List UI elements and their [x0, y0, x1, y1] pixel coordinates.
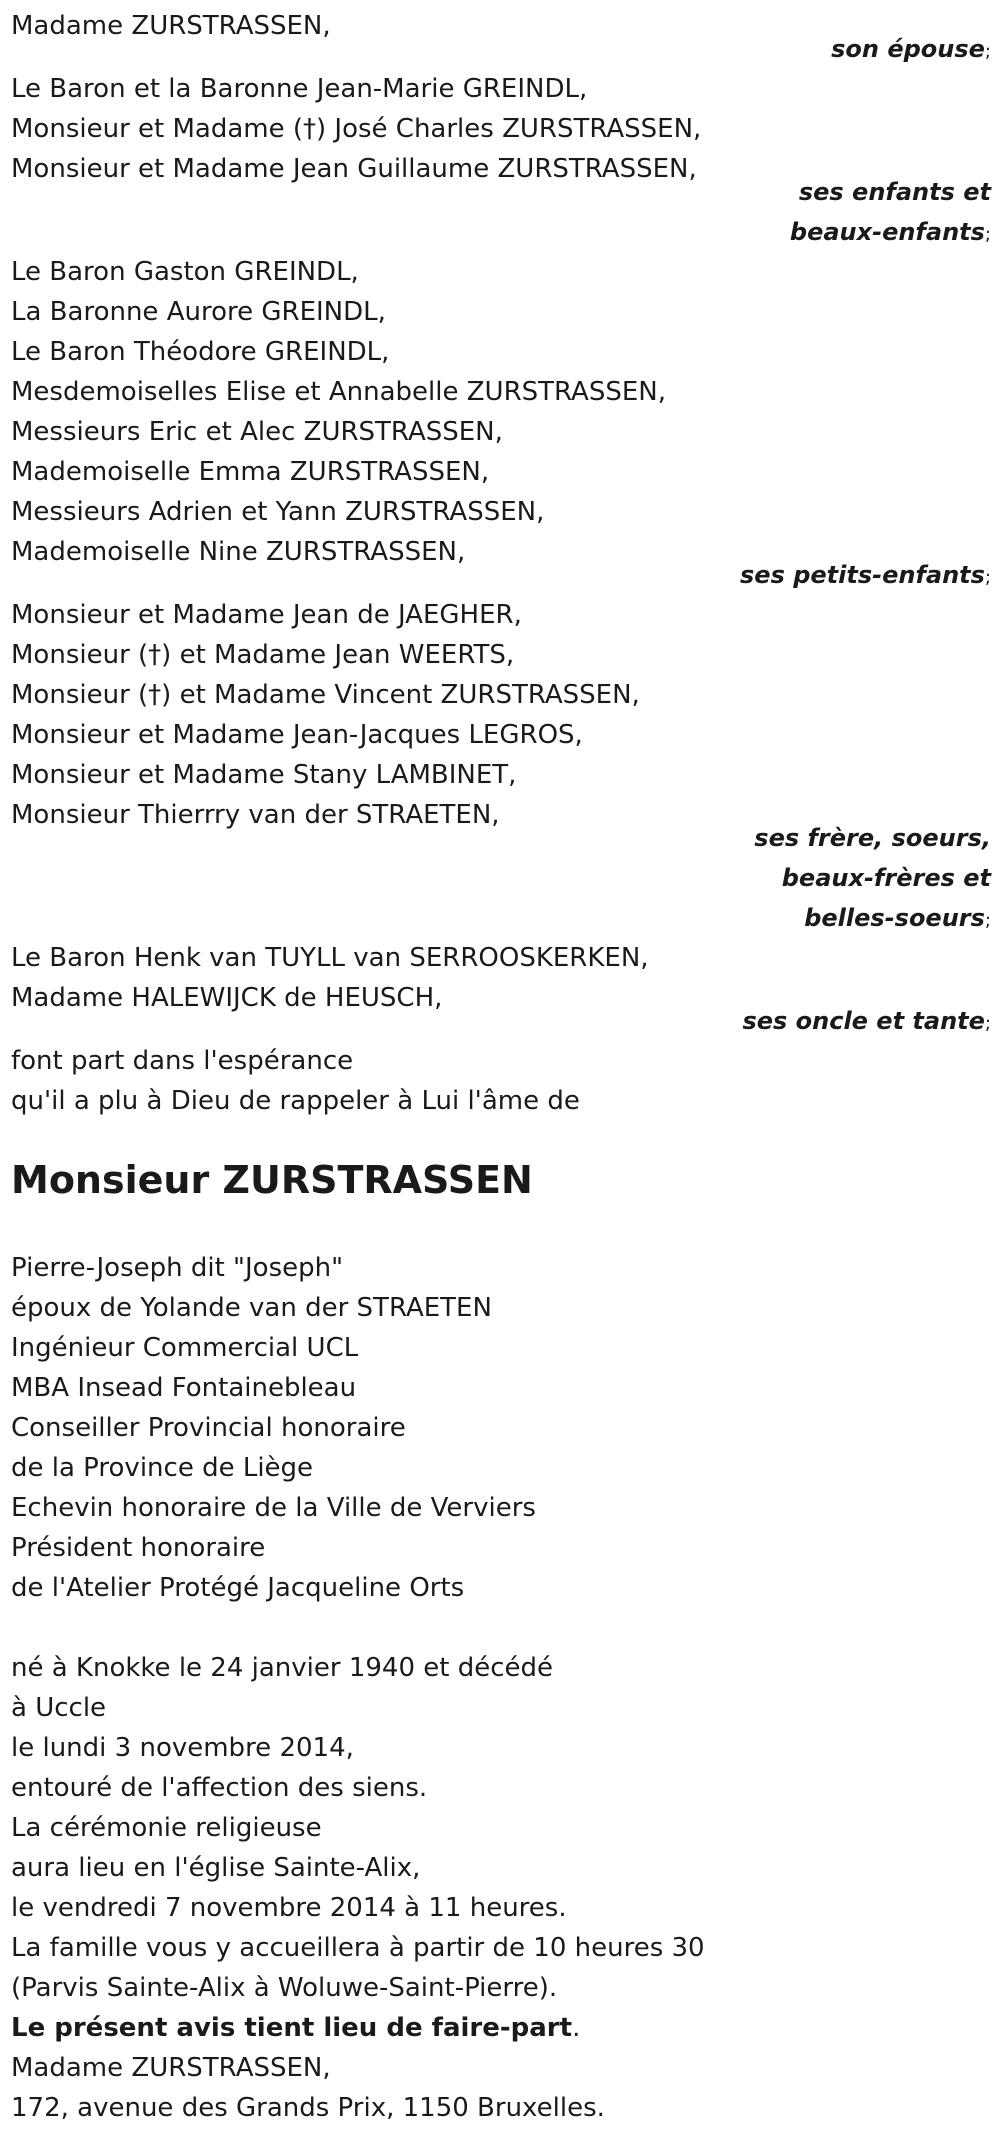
ceremony-line: né à Knokke le 24 janvier 1940 et décédé [11, 1653, 554, 1683]
deceased-detail: Pierre-Joseph dit "Joseph" [11, 1253, 344, 1283]
ceremony-line: aura lieu en l'église Sainte-Alix, [11, 1853, 421, 1883]
announcement-line: font part dans l'espérance [11, 1046, 354, 1076]
grandchild-name: Mademoiselle Emma ZURSTRASSEN, [11, 457, 490, 487]
ceremony-line: à Uccle [11, 1693, 107, 1723]
deceased-title: Monsieur ZURSTRASSEN [11, 1158, 533, 1202]
uncle-aunt-relation: ses oncle et tante; [742, 1007, 991, 1035]
ceremony-line: La famille vous y accueillera à partir de 10 heures 30 [11, 1933, 705, 1963]
grandchild-name: Messieurs Adrien et Yann ZURSTRASSEN, [11, 497, 545, 527]
siblings-relation-line: belles-soeurs; [804, 904, 991, 932]
siblings-relation-line: ses frère, soeurs, [754, 824, 991, 852]
sibling-name: Monsieur (†) et Madame Vincent ZURSTRASSEN, [11, 680, 640, 710]
sibling-name: Monsieur et Madame Stany LAMBINET, [11, 760, 517, 790]
grandchild-name: Le Baron Théodore GREINDL, [11, 337, 390, 367]
children-relation-line: beaux-enfants; [789, 218, 991, 246]
spouse-name: Madame ZURSTRASSEN, [11, 11, 331, 41]
ceremony-line: entouré de l'affection des siens. [11, 1773, 428, 1803]
child-name: Monsieur et Madame (†) José Charles ZURSTRASSEN, [11, 114, 702, 144]
faire-part-notice: Le présent avis tient lieu de faire-part. [11, 2013, 581, 2043]
contact-address: 172, avenue des Grands Prix, 1150 Bruxelles. [11, 2093, 605, 2123]
child-name: Le Baron et la Baronne Jean-Marie GREINDL, [11, 74, 588, 104]
ceremony-line: La cérémonie religieuse [11, 1813, 322, 1843]
children-relation-line: ses enfants et [798, 178, 991, 206]
deceased-detail: MBA Insead Fontainebleau [11, 1373, 357, 1403]
ceremony-line: (Parvis Sainte-Alix à Woluwe-Saint-Pierre). [11, 1973, 558, 2003]
child-name: Monsieur et Madame Jean Guillaume ZURSTRASSEN, [11, 154, 697, 184]
siblings-relation-line: beaux-frères et [781, 864, 991, 892]
deceased-detail: de l'Atelier Protégé Jacqueline Orts [11, 1573, 465, 1603]
sibling-name: Monsieur (†) et Madame Jean WEERTS, [11, 640, 515, 670]
ceremony-line: le vendredi 7 novembre 2014 à 11 heures. [11, 1893, 567, 1923]
relative-name: Madame HALEWIJCK de HEUSCH, [11, 983, 443, 1013]
deceased-detail: Conseiller Provincial honoraire [11, 1413, 406, 1443]
relative-name: Le Baron Henk van TUYLL van SERROOSKERKEN, [11, 943, 649, 973]
deceased-detail: époux de Yolande van der STRAETEN [11, 1293, 492, 1323]
ceremony-line: le lundi 3 novembre 2014, [11, 1733, 354, 1763]
spouse-relation: son épouse; [831, 35, 991, 63]
deceased-detail: de la Province de Liège [11, 1453, 314, 1483]
grandchild-name: La Baronne Aurore GREINDL, [11, 297, 386, 327]
deceased-detail: Ingénieur Commercial UCL [11, 1333, 359, 1363]
grandchild-name: Mademoiselle Nine ZURSTRASSEN, [11, 537, 466, 567]
deceased-detail: Echevin honoraire de la Ville de Verviers [11, 1493, 536, 1523]
grandchild-name: Le Baron Gaston GREINDL, [11, 257, 359, 287]
sibling-name: Monsieur et Madame Jean-Jacques LEGROS, [11, 720, 583, 750]
grandchild-name: Mesdemoiselles Elise et Annabelle ZURSTRASSEN, [11, 377, 666, 407]
grandchild-name: Messieurs Eric et Alec ZURSTRASSEN, [11, 417, 503, 447]
deceased-detail: Président honoraire [11, 1533, 266, 1563]
announcement-line: qu'il a plu à Dieu de rappeler à Lui l'âme de [11, 1086, 580, 1116]
sibling-name: Monsieur Thierrry van der STRAETEN, [11, 800, 500, 830]
grandchildren-relation: ses petits-enfants; [740, 561, 991, 589]
sibling-name: Monsieur et Madame Jean de JAEGHER, [11, 600, 522, 630]
contact-name: Madame ZURSTRASSEN, [11, 2053, 331, 2083]
